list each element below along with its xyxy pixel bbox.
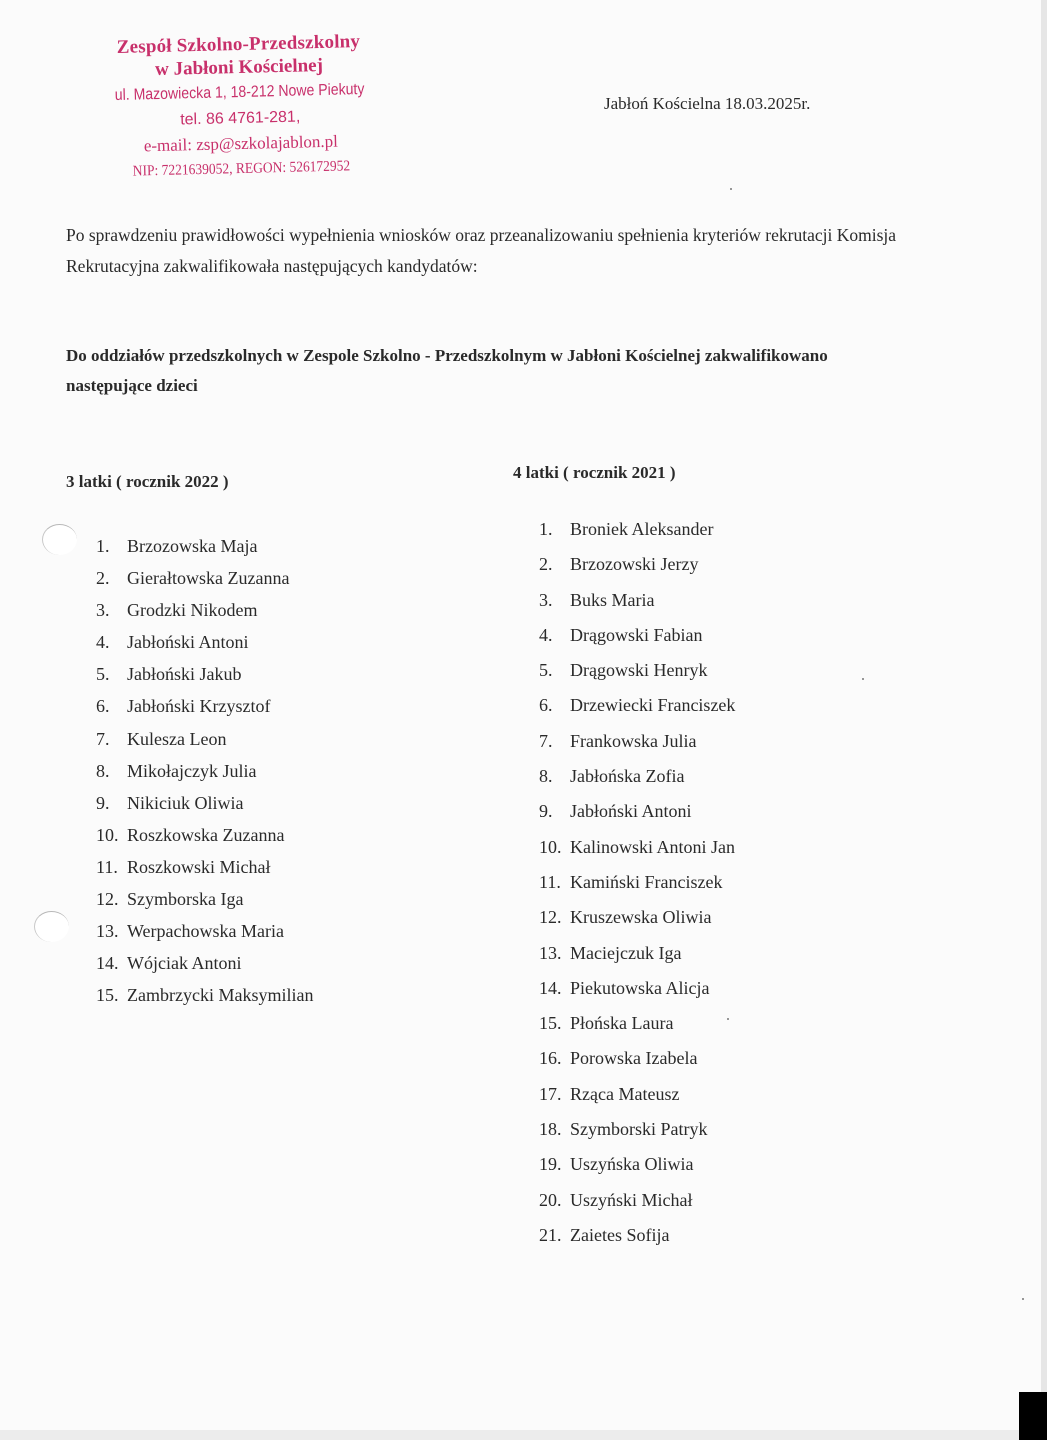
child-name: Roszkowski Michał: [127, 856, 271, 877]
list-item: [96, 723, 313, 755]
list-item: [539, 1077, 735, 1112]
group-4-title: 4 latki ( rocznik 2021 ): [513, 463, 676, 482]
list-item-number: 3.: [96, 600, 110, 621]
child-name: Kamiński Franciszek: [570, 871, 723, 892]
child-name: Jabłoński Antoni: [127, 632, 249, 653]
school-stamp: [88, 30, 392, 185]
child-name: Zambrzycki Maksymilian: [127, 985, 314, 1006]
list-item-number: 14.: [96, 953, 119, 974]
child-name: Jabłoński Antoni: [570, 801, 692, 822]
list-item-number: 15.: [539, 1013, 562, 1034]
scan-edge-bottom: [0, 1430, 1047, 1440]
list-item-number: 17.: [539, 1083, 562, 1104]
child-name: Werpachowska Maria: [127, 921, 284, 942]
list-item: [96, 594, 313, 626]
document-date: Jabłoń Kościelna 18.03.2025r.: [604, 94, 811, 113]
child-name: Maciejczuk Iga: [570, 942, 682, 963]
list-item: [539, 1183, 735, 1218]
list-item-number: 7.: [539, 730, 553, 751]
list-item: [96, 883, 313, 915]
list-item: [539, 583, 735, 618]
list-item: [539, 618, 735, 653]
scan-speck: [730, 188, 732, 190]
scan-edge: [1041, 0, 1047, 1440]
list-item-number: 20.: [539, 1189, 562, 1210]
list-item: [539, 547, 735, 582]
child-name: Kulesza Leon: [127, 728, 227, 749]
stamp-school-name: Zespół Szkolno-Przedszkolny: [116, 31, 361, 58]
list-item-number: 12.: [539, 907, 562, 928]
list-item-number: 4.: [96, 632, 110, 653]
child-name: Drągowski Henryk: [570, 660, 708, 681]
list-item: [96, 755, 313, 787]
list-item: [539, 1041, 735, 1076]
stamp-location: w Jabłoni Kościelnej: [154, 54, 324, 81]
list-item: [96, 658, 313, 690]
child-name: Wójciak Antoni: [127, 953, 242, 974]
list-item-number: 10.: [96, 824, 119, 845]
list-item-number: 10.: [539, 836, 562, 857]
child-name: Jabłońska Zofia: [570, 766, 685, 787]
child-name: Rząca Mateusz: [570, 1083, 680, 1104]
list-item: [539, 724, 735, 759]
child-name: Zaietes Sofija: [570, 1224, 670, 1245]
list-item-number: 14.: [539, 977, 562, 998]
list-item-number: 13.: [539, 942, 562, 963]
child-name: Kruszewska Oliwia: [570, 907, 712, 928]
list-item: [539, 1218, 735, 1253]
punch-hole: [34, 911, 69, 942]
list-item: [96, 947, 313, 979]
list-item: [539, 512, 735, 547]
child-name: Jabłoński Krzysztof: [127, 696, 271, 717]
list-item-number: 13.: [96, 921, 119, 942]
section-heading: Do oddziałów przedszkolnych w Zespole Szkolno - Przedszkolnym w Jabłoni Kościelnej zakwalifikowano następujące dzieci: [66, 346, 828, 395]
list-item-number: 8.: [539, 766, 553, 787]
list-item: [539, 936, 735, 971]
list-item: [96, 915, 313, 947]
scan-corner: [1019, 1392, 1047, 1440]
stamp-address: ul. Mazowiecka 1, 18-212 Nowe Piekuty: [114, 80, 365, 105]
list-item-number: 6.: [539, 695, 553, 716]
intro-paragraph: Po sprawdzeniu prawidłowości wypełnienia wniosków oraz przeanalizowaniu spełnienia kryteriów rekrutacji Komisja Rekrutacyjna zakwalifikowała następujących kandydatów:: [66, 225, 897, 276]
child-name: Piekutowska Alicja: [570, 977, 710, 998]
list-item: [539, 971, 735, 1006]
scan-speck: [1022, 1298, 1024, 1300]
list-item-number: 8.: [96, 760, 110, 781]
list-item: [539, 653, 735, 688]
child-name: Roszkowska Zuzanna: [127, 824, 285, 845]
child-name: Szymborska Iga: [127, 889, 244, 910]
list-item-number: 4.: [539, 624, 553, 645]
list-item-number: 19.: [539, 1154, 562, 1175]
list-item-number: 3.: [539, 589, 553, 610]
list-item-number: 5.: [96, 664, 110, 685]
list-item: [539, 794, 735, 829]
list-item: [96, 819, 313, 851]
child-name: Brzozowski Jerzy: [570, 554, 699, 575]
group-3-list: [96, 530, 313, 1011]
list-item: [539, 1147, 735, 1182]
child-name: Grodzki Nikodem: [127, 600, 258, 621]
child-name: Mikołajczyk Julia: [127, 760, 257, 781]
child-name: Szymborski Patryk: [570, 1119, 708, 1140]
child-name: Drągowski Fabian: [570, 624, 703, 645]
child-name: Buks Maria: [570, 589, 655, 610]
list-item-number: 15.: [96, 985, 119, 1006]
list-item-number: 9.: [96, 792, 110, 813]
child-name: Jabłoński Jakub: [127, 664, 242, 685]
group-4-list: [539, 512, 735, 1253]
list-item-number: 18.: [539, 1119, 562, 1140]
scan-speck: [862, 678, 864, 680]
list-item-number: 16.: [539, 1048, 562, 1069]
list-item: [96, 979, 313, 1011]
child-name: Porowska Izabela: [570, 1048, 698, 1069]
list-item: [539, 865, 735, 900]
list-item-number: 9.: [539, 801, 553, 822]
list-item-number: 7.: [96, 728, 110, 749]
list-item: [539, 1006, 735, 1041]
list-item: [539, 688, 735, 723]
list-item: [539, 759, 735, 794]
list-item-number: 2.: [96, 568, 110, 589]
child-name: Płońska Laura: [570, 1013, 674, 1034]
list-item: [96, 690, 313, 722]
child-name: Frankowska Julia: [570, 730, 697, 751]
child-name: Nikiciuk Oliwia: [127, 792, 244, 813]
child-name: Uszyński Michał: [570, 1189, 693, 1210]
punch-hole: [42, 524, 77, 555]
stamp-nip-regon: NIP: 7221639052, REGON: 526172952: [132, 158, 351, 180]
child-name: Kalinowski Antoni Jan: [570, 836, 735, 857]
child-name: Broniek Aleksander: [570, 519, 714, 539]
child-name: Brzozowska Maja: [127, 536, 258, 556]
list-item-number: 12.: [96, 889, 119, 910]
list-item: [96, 626, 313, 658]
list-item-number: 1.: [96, 536, 110, 556]
list-item: [96, 851, 313, 883]
stamp-phone: tel. 86 4761-281,: [180, 108, 301, 129]
list-item: [539, 830, 735, 865]
list-item-number: 1.: [539, 519, 553, 539]
list-item-number: 6.: [96, 696, 110, 717]
list-item: [539, 1112, 735, 1147]
child-name: Gierałtowska Zuzanna: [127, 568, 290, 589]
list-item-number: 21.: [539, 1224, 562, 1245]
stamp-email: e-mail: zsp@szkolajablon.pl: [143, 131, 339, 156]
list-item-number: 11.: [539, 871, 561, 892]
list-item-number: 2.: [539, 554, 553, 575]
list-item: [96, 530, 313, 562]
child-name: Uszyńska Oliwia: [570, 1154, 694, 1175]
list-item: [96, 562, 313, 594]
child-name: Drzewiecki Franciszek: [570, 695, 736, 716]
group-3-title: 3 latki ( rocznik 2022 ): [66, 472, 229, 491]
list-item: [96, 787, 313, 819]
list-item-number: 11.: [96, 856, 118, 877]
list-item-number: 5.: [539, 660, 553, 681]
list-item: [539, 900, 735, 935]
